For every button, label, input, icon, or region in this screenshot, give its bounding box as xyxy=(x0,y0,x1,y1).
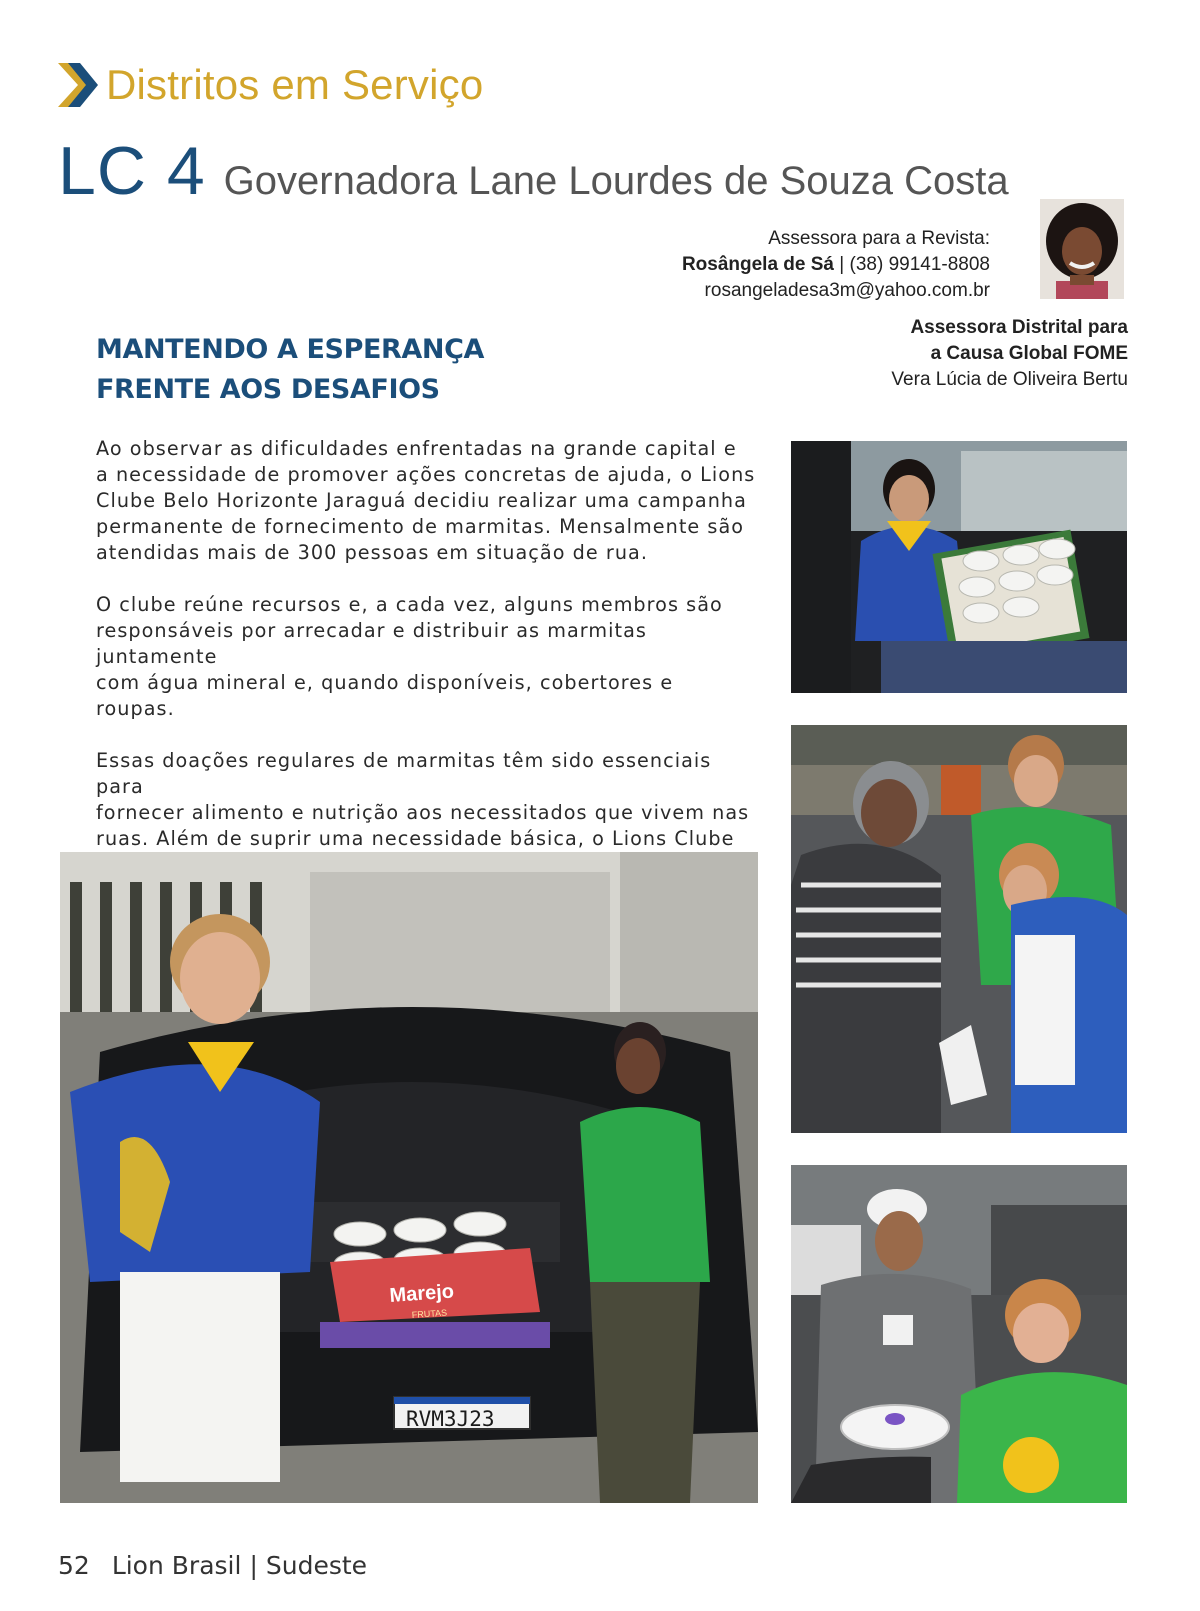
photo-car-volunteer xyxy=(791,441,1127,693)
article-headline xyxy=(96,330,484,410)
global-role-line1: Assessora Distrital para xyxy=(910,317,1128,338)
photo-car-trunk-donations xyxy=(60,852,758,1503)
headline-line2: FRENTE AOS DESAFIOS xyxy=(96,374,440,405)
contact-name: Rosângela de Sá xyxy=(681,254,834,275)
district-code: LC 4 xyxy=(58,133,206,209)
section-header xyxy=(58,58,483,112)
headline-line1: MANTENDO A ESPERANÇA xyxy=(96,334,484,365)
global-role-line2: a Causa Global FOME xyxy=(930,343,1128,364)
global-cause-contact xyxy=(891,315,1128,393)
chevron-right-icon xyxy=(58,61,98,109)
footer-separator: | xyxy=(249,1551,258,1580)
contact-phone: (38) 99141-8808 xyxy=(849,254,990,275)
box-sub-label: FRUTAS xyxy=(411,1307,448,1320)
photo-street-distribution xyxy=(791,725,1127,1133)
global-name: Vera Lúcia de Oliveira Bertu xyxy=(891,369,1128,390)
paragraph-3: Essas doações regulares de marmitas têm sido essenciais para fornecer alimento e nutrição aos necessitados que vivem nas ruas. Além de suprir uma necessidade básica, o Lions Clube xyxy=(96,749,750,850)
page-number: 52 xyxy=(58,1551,90,1580)
governor-name: Governadora Lane Lourdes de Souza Costa xyxy=(223,159,1009,203)
page-footer xyxy=(58,1551,367,1580)
magazine-name: Lion Brasil xyxy=(111,1551,242,1580)
paragraph-2: O clube reúne recursos e, a cada vez, alguns membros são responsáveis por arrecadar e distribuir as marmitas juntamente com água mineral e, quando disponíveis, cobertores e roupas. xyxy=(96,593,723,720)
contact-email: rosangeladesa3m@yahoo.com.br xyxy=(704,280,990,301)
photo-meal-handover xyxy=(791,1165,1127,1503)
paragraph-1: Ao observar as dificuldades enfrentadas na grande capital e a necessidade de promover ações concretas de ajuda, o Lions Clube Belo Horizonte Jaraguá decidiu realizar uma campanha permanente de fornecimento de marmitas. Mensalmente são atendidas mais de 300 pessoas em situação de rua. xyxy=(96,437,756,564)
district-heading xyxy=(58,132,1009,209)
contact-name-phone: Rosângela de Sá | (38) 99141-8808 xyxy=(681,254,990,275)
avatar xyxy=(1040,199,1124,299)
license-plate: RVM3J23 xyxy=(406,1407,495,1431)
region-name: Sudeste xyxy=(265,1551,368,1580)
section-title: Distritos em Serviço xyxy=(106,61,484,108)
contact-role: Assessora para a Revista: xyxy=(768,228,990,249)
magazine-contact xyxy=(682,226,990,304)
box-brand-label: Marejo xyxy=(388,1280,455,1307)
